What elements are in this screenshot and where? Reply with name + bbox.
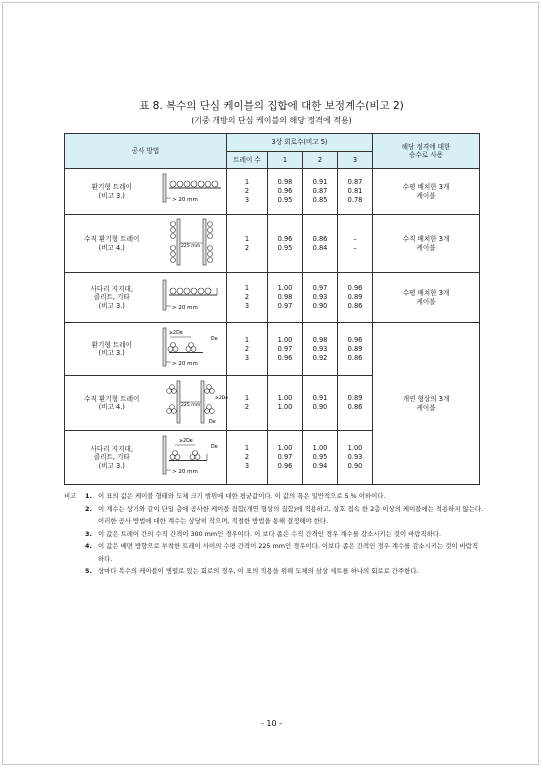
spacing-label: ≥2De <box>179 439 193 445</box>
note-item: 2. 이 계수는 상기와 같이 단일 층에 공사한 케이블 집합(개연 형상의 집합)에 적용하고, 상호 접속 한 2층 이상의 케이블에는 적용하지 않는다. 이러한 공사 방법에 대한 계수는 상당히 작으며, 적절한 방법을 통해 결정해야 한다. <box>85 504 484 525</box>
ladder-support-diagram <box>159 276 225 316</box>
factor-cell: 0.91 0.90 <box>303 376 338 431</box>
method-diagram <box>159 169 227 215</box>
method-diagram <box>159 273 227 323</box>
spacing-label: ≥2De <box>215 395 229 401</box>
diameter-label: De <box>211 445 218 451</box>
tray-count-cell: 1 2 3 <box>227 273 268 323</box>
tray-count-cell: 1 2 3 <box>227 323 268 376</box>
use-cell: 수평 배치한 3개 케이블 <box>373 169 480 215</box>
method-label: 사다리 지지대, 클리트, 기타 (비고 3.) <box>65 273 159 323</box>
factor-cell: 1.00 0.97 0.96 <box>268 323 303 376</box>
table-row <box>65 323 480 376</box>
factor-cell: 0.98 0.93 0.92 <box>303 323 338 376</box>
diameter-label: De <box>211 336 218 342</box>
method-label: 수직 환기형 트레이 (비고 4.) <box>65 376 159 431</box>
note-item: 3. 이 값은 트레이 간의 수직 간격이 300 mm인 경우이다. 이 보다 좁은 수직 간격인 경우 계수를 감소시키는 것이 바람직하다. <box>85 529 442 538</box>
vertical-spaced-tray-diagram <box>159 377 229 427</box>
factor-cell: 0.96 0.89 0.86 <box>338 273 373 323</box>
spacing-label: ≥2De <box>169 330 183 336</box>
gap-label: > 20 mm <box>172 197 199 204</box>
factor-cell: 1.00 0.93 0.90 <box>338 431 373 485</box>
factor-cell: 1.00 1.00 <box>268 376 303 431</box>
use-cell: 수직 배치한 3개 케이블 <box>373 215 480 273</box>
gap-label: 225 mm <box>181 402 201 408</box>
factor-cell: 0.89 0.86 <box>338 376 373 431</box>
factor-cell: 0.98 0.96 0.95 <box>268 169 303 215</box>
method-diagram <box>159 323 227 376</box>
factor-cell: 0.96 0.95 <box>268 215 303 273</box>
method-label: 환기형 트레이 (비고 3.) <box>65 169 159 215</box>
use-cell: 수평 배치한 3개 케이블 <box>373 273 480 323</box>
factor-cell: 0.91 0.87 0.85 <box>303 169 338 215</box>
notes-lead: 비고 <box>64 492 77 500</box>
factor-cell: 1.00 0.97 0.96 <box>268 431 303 485</box>
method-label: 수직 환기형 트레이 (비고 4.) <box>65 215 159 273</box>
use-cell: 개연 형상의 3개 케이블 <box>373 323 480 485</box>
spaced-ladder-diagram <box>159 432 225 480</box>
method-diagram <box>159 215 227 273</box>
factor-cell: 1.00 0.95 0.94 <box>303 431 338 485</box>
spaced-tray-diagram <box>159 324 225 372</box>
factor-cell: 1.00 0.98 0.97 <box>268 273 303 323</box>
tray-count-cell: 1 2 <box>227 215 268 273</box>
header-use: 해당 정격에 대한 승수로 사용 <box>373 134 480 169</box>
tray-count-cell: 1 2 3 <box>227 431 268 485</box>
notes-section <box>64 490 484 578</box>
factor-cell: 0.86 0.84 <box>303 215 338 273</box>
factor-cell: 0.96 0.89 0.86 <box>338 323 373 376</box>
trefoil-tray-diagram <box>159 170 225 210</box>
method-diagram <box>159 376 227 431</box>
table-title: 표 8. 복수의 단심 케이블의 집합에 대한 보정계수(비고 2) <box>139 100 404 112</box>
header-col-2: 2 <box>303 152 338 169</box>
page-number: - 10 - <box>260 719 283 728</box>
gap-label: 225 mm <box>181 244 201 250</box>
correction-factor-table <box>64 133 480 485</box>
method-label: 사다리 지지대, 클리트, 기타 (비고 3.) <box>65 431 159 485</box>
header-tray-count: 트레이 수 <box>227 152 268 169</box>
tray-count-cell: 1 2 <box>227 376 268 431</box>
factor-cell: 0.97 0.93 0.90 <box>303 273 338 323</box>
header-method: 공사 방법 <box>65 134 227 169</box>
factor-cell: – – <box>338 215 373 273</box>
table-row <box>65 273 480 323</box>
method-diagram <box>159 431 227 485</box>
table-subtitle: (기중 개방의 단심 케이블의 해당 정격에 적용) <box>191 116 352 125</box>
note-item: 비고 1. 이 표의 값은 케이블 형태와 도체 크기 범위에 대한 평균값이다. 이 값의 폭은 일반적으로 5 % 이하이다. <box>64 490 484 503</box>
gap-label: > 20 mm <box>172 469 199 476</box>
diameter-label: De <box>209 419 216 425</box>
gap-label: > 20 mm <box>172 360 199 367</box>
method-label: 환기형 트레이 (비고 3.) <box>65 323 159 376</box>
table-row <box>65 169 480 215</box>
note-item: 5. 상마다 복수의 케이블이 병렬로 있는 회로의 경우, 이 표의 적용을 위해 도체의 삼상 세트를 하나의 회로로 간주한다. <box>85 567 419 575</box>
vertical-tray-diagram <box>159 215 225 269</box>
tray-count-cell: 1 2 3 <box>227 169 268 215</box>
factor-cell: 0.87 0.81 0.78 <box>338 169 373 215</box>
gap-label: > 20 mm <box>172 305 199 312</box>
note-item: 4. 이 값은 배면 방향으로 부착한 트레이 사이의 수평 간격이 225 mm인 경우이다. 이보다 좁은 간격인 경우 계수를 감소시키는 것이 바람직하다. <box>85 542 479 563</box>
header-col-1: 1 <box>268 152 303 169</box>
table-row <box>65 215 480 273</box>
header-col-3: 3 <box>338 152 373 169</box>
header-circuits: 3상 회로수(비고 5) <box>227 134 373 152</box>
